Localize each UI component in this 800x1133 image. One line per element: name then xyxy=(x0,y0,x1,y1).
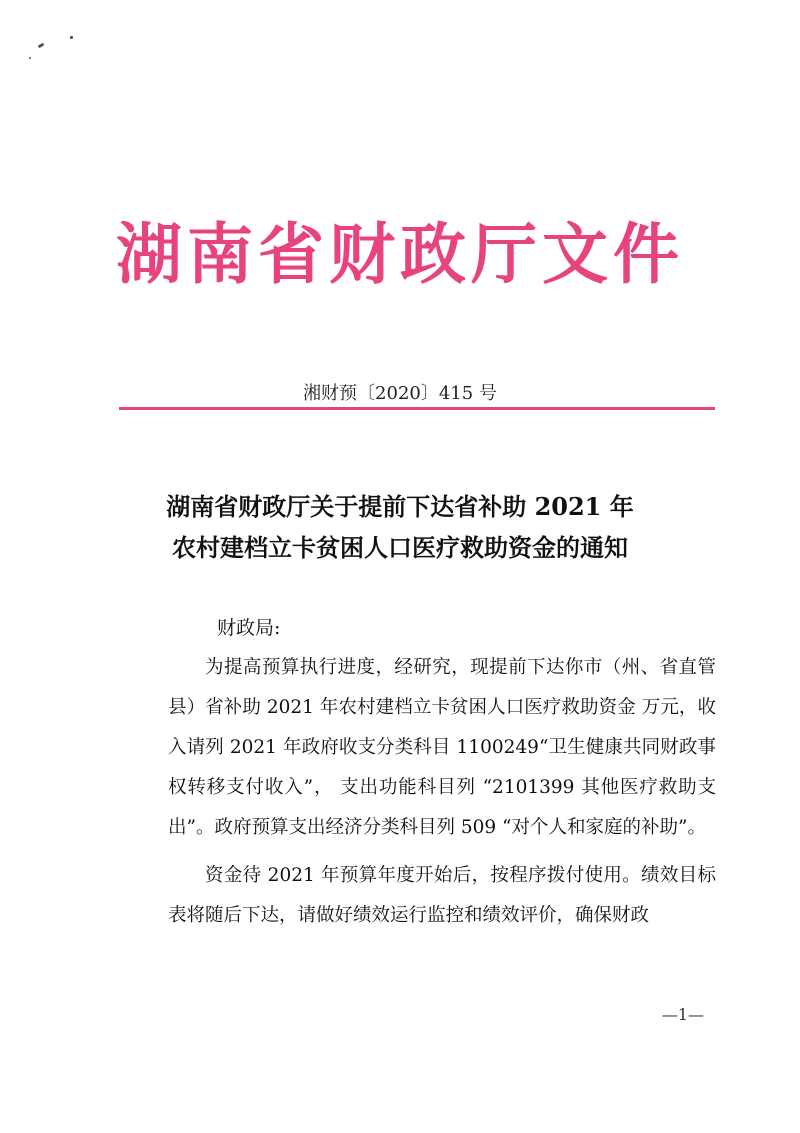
title-line-1: 湖南省财政厅关于提前下达省补助 2021 年 xyxy=(166,492,634,521)
masthead-title: 湖南省财政厅文件 xyxy=(116,216,684,293)
salutation: 财政局: xyxy=(217,617,281,639)
paragraph-1: 为提高预算执行进度，经研究，现提前下达你市（州、省直管县）省补助 2021 年农村建档立卡贫困人口医疗救助资金 万元，收入请列 2021 年政府收支分类科目 1100249“卫生健康共同财政事权转移支付收入”， 支出功能科目列 “2101399 其他医疗救助支出”。政府预算支出经济分类科目列 509 “对个人和家庭的补助”。 xyxy=(168,657,716,838)
scan-speck xyxy=(38,43,45,49)
scan-speck xyxy=(29,57,31,59)
title-line-2: 农村建档立卡贫困人口医疗救助资金的通知 xyxy=(172,533,628,562)
body-text xyxy=(168,648,716,936)
page-number: —1— xyxy=(661,1005,704,1024)
notice-title xyxy=(100,486,700,568)
paragraph-2: 资金待 2021 年预算年度开始后，按程序拨付使用。绩效目标表将随后下达，请做好绩效运行监控和绩效评价，确保财政 xyxy=(168,865,716,926)
document-number: 湘财预〔2020〕415 号 xyxy=(303,383,497,404)
red-divider xyxy=(119,407,715,410)
scan-speck xyxy=(70,36,73,39)
